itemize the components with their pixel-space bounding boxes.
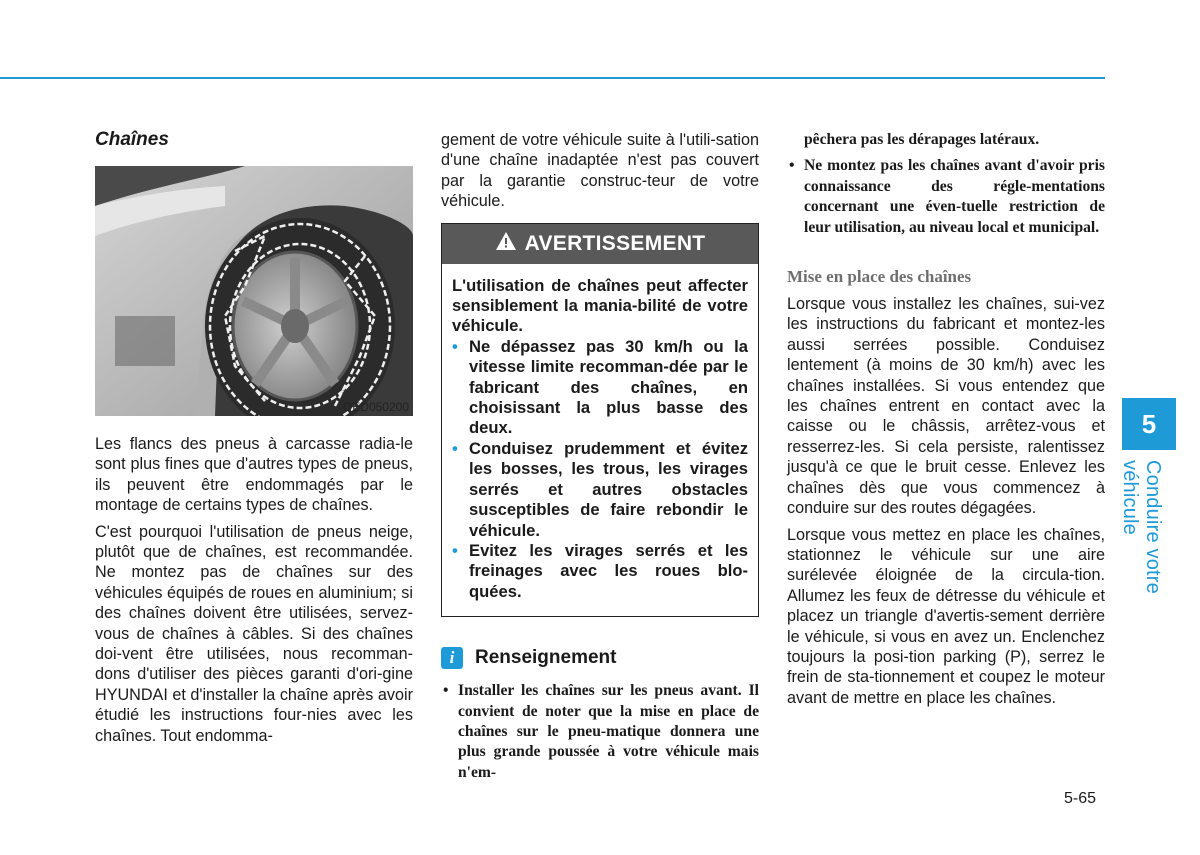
- paragraph-continuation: gement de votre véhicule suite à l'utili-sation d'une chaîne inadaptée n'est pas couvert par la garantie construc-teur de votre véhicule.: [441, 131, 759, 211]
- paragraph: Lorsque vous mettez en place les chaînes, stationnez le véhicule sur une aire surélevée éloignée de la circula-tion. Allumez les feux de détresse du véhicule et placez un triangle d'avertis-sement derrière le véhicule, si vous en avez un. Enclenchez toujours la posi-tion parking (P), serrez le frein de sta-tionnement et coupez le moteur avant de mettre en place les chaînes.: [787, 525, 1105, 707]
- subheading: Mise en place des chaînes: [787, 267, 972, 287]
- tire-chain-illustration: [95, 166, 413, 416]
- warning-item: • Conduisez prudemment et évitez les bosses, les trous, les virages serrés et autres obstacles susceptibles de faire rebondir le véhicule.: [452, 439, 748, 541]
- paragraph: Les flancs des pneus à carcasse radia-le sont plus fines que d'autres types de pneus, ils peuvent être endommagés par le montage de certains types de chaînes.: [95, 435, 413, 515]
- column-2: [441, 130, 759, 783]
- info-icon: i: [441, 647, 463, 669]
- page-number: 5-65: [1064, 790, 1097, 807]
- column-3: [787, 130, 1105, 708]
- warning-item: • Ne dépassez pas 30 km/h ou la vitesse limite recomman-dée par le fabricant des chaînes, en choisissant la plus basse des deux.: [452, 337, 748, 439]
- info-list-continued: [787, 156, 1105, 238]
- paragraph: Lorsque vous installez les chaînes, sui-vez les instructions du fabricant et montez-les aussi serrées possible. Conduisez lentement (à moins de 30 km/h) avec les chaînes installées. Si vous entendez que les chaînes entrent en contact avec la caisse ou le châssis, arrêtez-vous et resserrez-les. Si cela persiste, ralentissez jusqu'à ce que le bruit cesse. Enlevez les chaînes dès que vous commencez à conduire sur des routes dégagées.: [787, 295, 1105, 518]
- section-title: Chaînes: [95, 129, 169, 150]
- warning-box: [441, 223, 759, 618]
- info-header: [441, 645, 759, 671]
- info-item: • Ne montez pas les chaînes avant d'avoir pris connaissance des régle-mentations concernant une éven-tuelle restriction de leur utilisation, au niveau local et municipal.: [787, 156, 1105, 238]
- chapter-label: Conduire votre véhicule: [1119, 460, 1164, 594]
- paragraph: C'est pourquoi l'utilisation de pneus neige, plutôt que de chaînes, est recommandée. Ne montez pas de chaînes sur des véhicules équipés de roues en aluminium; si des chaînes doivent être utilisées, servez-vous de chaînes à câbles. Si des chaînes doi-vent être utilisées, nous recomman-dons d'utiliser des pièces garanti d'ori-gine HYUNDAI et d'installer la chaîne après avoir étudié les instructions four-nies avec les chaînes. Tout endomma-: [95, 522, 413, 745]
- top-rule: [0, 77, 1105, 79]
- info-item: • Installer les chaînes sur les pneus avant. Il convient de noter que la mise en place de chaînes sur le pneu-matique donnera une plus grande poussée à votre véhicule mais n'em-: [441, 681, 759, 783]
- info-title: Renseignement: [475, 647, 617, 669]
- warning-header: [442, 224, 758, 264]
- tire-chain-figure: [95, 166, 413, 416]
- column-1: [95, 128, 413, 746]
- warning-title: AVERTISSEMENT: [524, 231, 706, 255]
- warning-item: • Evitez les virages serrés et les freinages avec les roues blo-quées.: [452, 541, 748, 602]
- warning-triangle-icon: [495, 231, 517, 257]
- figure-code: OED050200: [342, 400, 409, 414]
- warning-list: [452, 337, 748, 602]
- warning-intro: L'utilisation de chaînes peut affecter sensiblement la mania-bilité de votre véhicule.: [452, 275, 748, 336]
- warning-body: [442, 264, 758, 617]
- info-list: [441, 681, 759, 783]
- chapter-number-tab: 5: [1122, 398, 1176, 450]
- info-continuation: pêchera pas les dérapages latéraux.: [804, 131, 1040, 148]
